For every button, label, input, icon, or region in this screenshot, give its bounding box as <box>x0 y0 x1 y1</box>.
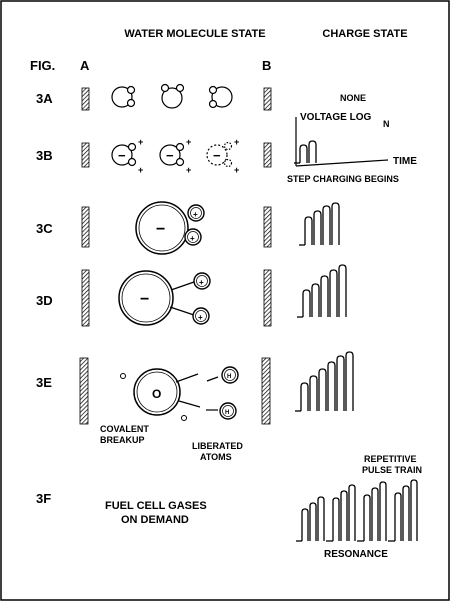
hydrogen-atom <box>128 100 135 107</box>
row-label-3d: 3D <box>36 293 53 308</box>
pulse-3c-pulse <box>323 206 330 245</box>
on-demand-label: ON DEMAND <box>121 514 189 526</box>
pulse-3f-pulse <box>310 503 316 541</box>
fig-label: FIG. <box>30 58 56 73</box>
atoms-label: ATOMS <box>200 452 232 462</box>
svg-text:+: + <box>138 137 144 147</box>
hydrogen-atom <box>177 85 184 92</box>
electrode-a-3c <box>82 207 89 247</box>
svg-text:+: + <box>199 278 204 287</box>
liberated-label: LIBERATED <box>192 441 243 451</box>
electrode-b-3c <box>264 207 271 247</box>
pulse-3e-pulse <box>328 362 335 411</box>
row-label-3e: 3E <box>36 375 52 390</box>
pulse-3d-pulse <box>330 270 337 317</box>
hydrogen-atom <box>162 85 169 92</box>
electrode-a-3d <box>82 270 89 326</box>
electrode-b-3b <box>264 143 271 167</box>
pulse-3d-pulse <box>303 290 310 317</box>
pulse-3f-pulse <box>395 493 401 541</box>
pulse-3d-pulse <box>321 276 328 317</box>
resonance-label: RESONANCE <box>324 549 388 560</box>
header-charge-state: CHARGE STATE <box>322 28 408 40</box>
electrode-a-label: A <box>80 58 90 73</box>
minus-sign: − <box>118 148 126 163</box>
svg-text:+: + <box>186 137 192 147</box>
row-label-3b: 3B <box>36 148 53 163</box>
pulse-3c-pulse <box>314 211 321 245</box>
electrode-b-3a <box>264 88 271 110</box>
hydrogen-atom <box>210 87 217 94</box>
molecules-3a <box>112 85 232 109</box>
electrode-a-3b <box>82 143 89 167</box>
svg-text:−: − <box>213 148 221 163</box>
pulse-trains <box>294 141 417 541</box>
pulse-3d-pulse <box>339 265 346 317</box>
pulse-3f-pulse <box>318 497 324 541</box>
fuel-cell-gases-label: FUEL CELL GASES <box>105 500 207 512</box>
pulse-3e-pulse <box>346 352 353 411</box>
pulse-3f-pulse <box>372 488 378 541</box>
electrode-a-3a <box>82 88 89 110</box>
molecules-3b <box>112 137 239 175</box>
molecule-3d <box>119 271 210 325</box>
svg-text:+: + <box>190 234 195 243</box>
pulse-train-label: PULSE TRAIN <box>362 465 423 475</box>
svg-text:−: − <box>156 221 166 238</box>
electrode-b-3e <box>262 358 270 424</box>
pulse-3f-pulse <box>349 485 355 541</box>
voltage-log-label: VOLTAGE LOG <box>300 112 372 123</box>
breakup-label: BREAKUP <box>100 435 145 445</box>
svg-text:+: + <box>234 165 240 175</box>
pulse-3f-pulse <box>364 495 370 541</box>
pulse-3f-pulse <box>403 486 409 541</box>
header-water-state: WATER MOLECULE STATE <box>124 28 266 40</box>
pulse-3e-pulse <box>301 383 308 411</box>
pulse-3f-pulse <box>341 491 347 541</box>
electrode-b-3d <box>264 270 271 326</box>
pulse-3f-pulse <box>411 480 417 541</box>
pulse-3f-pulse <box>380 482 386 541</box>
svg-text:+: + <box>193 210 198 219</box>
electrode-b-label: B <box>262 58 272 73</box>
svg-text:+: + <box>198 313 203 322</box>
row-label-3f: 3F <box>36 491 52 506</box>
pulse-3b-pulse <box>300 145 307 163</box>
svg-text:H: H <box>225 410 230 416</box>
svg-text:+: + <box>138 165 144 175</box>
molecule-3e <box>121 367 239 421</box>
electrodes <box>80 88 271 424</box>
row-label-3c: 3C <box>36 221 53 236</box>
pulse-3e-pulse <box>319 369 326 411</box>
molecule-3c <box>136 202 204 254</box>
svg-text:−: − <box>140 291 150 308</box>
repetitive-label: REPETITIVE <box>364 454 417 464</box>
electrode-a-3e <box>80 358 88 424</box>
pulse-3f-pulse <box>302 509 308 541</box>
svg-text:H: H <box>227 374 232 380</box>
row-label-3a: 3A <box>36 91 53 106</box>
time-label: TIME <box>393 156 417 167</box>
svg-text:O: O <box>152 387 162 401</box>
step-charging-label: STEP CHARGING BEGINS <box>287 174 399 184</box>
pulse-3b-pulse <box>309 141 316 163</box>
pulse-3d-pulse <box>312 284 319 317</box>
svg-text:−: − <box>166 148 174 163</box>
hydrogen-atom <box>128 87 135 94</box>
svg-text:+: + <box>186 165 192 175</box>
pulse-3e-pulse <box>337 356 344 411</box>
svg-text:+: + <box>234 137 240 147</box>
pulse-3c-pulse <box>332 203 339 245</box>
pulse-3c-pulse <box>305 217 312 245</box>
pulse-3e-pulse <box>310 376 317 411</box>
hydrogen-atom <box>210 101 217 108</box>
covalent-label: COVALENT <box>100 424 149 434</box>
none-label: NONE <box>340 93 367 103</box>
n-label: N <box>383 119 390 129</box>
pulse-3f-pulse <box>333 498 339 541</box>
